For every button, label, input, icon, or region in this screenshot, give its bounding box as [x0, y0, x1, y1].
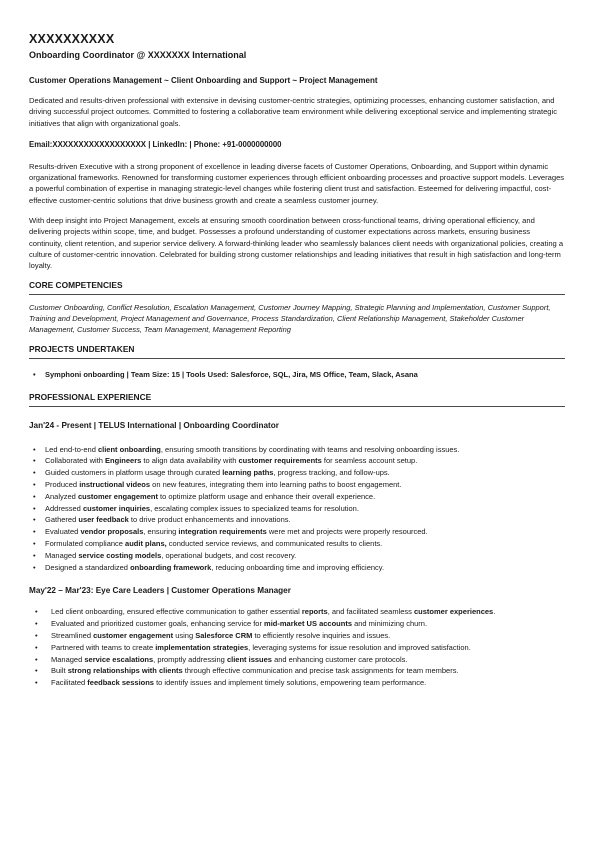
- bullet-icon: •: [35, 607, 38, 617]
- list-item: [29, 455, 565, 467]
- list-item: [29, 606, 565, 618]
- highlight-text: strong relationships with clients: [67, 666, 183, 676]
- highlight-text: instructional videos: [79, 479, 151, 489]
- bullet-icon: •: [33, 479, 36, 489]
- project-entry: Symphoni onboarding | Team Size: 15 | Tools Used: Salesforce, SQL, Jira, MS Office, Team, Slack, Asana: [45, 369, 418, 379]
- list-item: [29, 526, 565, 538]
- bullet-text: Gathered: [45, 515, 79, 525]
- highlight-text: audit plans,: [125, 538, 167, 548]
- bullet-icon: •: [33, 562, 36, 572]
- bullet-text: , operational budgets, and cost recovery.: [161, 550, 297, 560]
- core-competencies-list: Customer Onboarding, Conflict Resolution, Escalation Management, Customer Journey Mapping, Strategic Planning and Implementation, Customer Support, Training and Development, Project Management and Governance, Process Standardization, Client Relationship Management, Stakeholder Customer Management, Customer Success, Team Management, Management Reporting: [29, 302, 551, 335]
- bullet-text: Facilitated: [51, 678, 88, 688]
- candidate-name: XXXXXXXXXX: [29, 32, 115, 46]
- bullet-text: , progress tracking, and follow-ups.: [273, 468, 390, 478]
- bullet-icon: •: [33, 369, 36, 379]
- highlight-text: Salesforce CRM: [195, 630, 253, 640]
- list-item: [29, 444, 565, 456]
- bullet-text: Collaborated with: [45, 456, 106, 466]
- job-bullets-eye-care-leaders: [29, 606, 565, 689]
- bullet-icon: •: [33, 515, 36, 525]
- bullet-text: Managed: [51, 654, 85, 664]
- bullet-text: , reducing onboarding time and improving efficiency.: [211, 562, 385, 572]
- list-item: [29, 491, 565, 503]
- list-item: [29, 369, 565, 381]
- bullet-text: Managed: [45, 550, 79, 560]
- list-item: [29, 562, 565, 574]
- bullet-text: conducted service reviews, and communicated results to clients.: [166, 538, 383, 548]
- email-label: Email:XXXXXXXXXXXXXXXXXX: [29, 139, 147, 149]
- projects-list: [29, 369, 565, 381]
- contact-line: [29, 140, 565, 150]
- bullet-text: and enhancing customer care protocols.: [271, 654, 408, 664]
- list-item: [29, 654, 565, 666]
- bullet-text: using: [173, 630, 196, 640]
- highlight-text: vendor proposals: [80, 527, 144, 537]
- bullet-icon: •: [33, 527, 36, 537]
- resume-page: [29, 32, 565, 689]
- list-item: [29, 538, 565, 550]
- summary-paragraph: Dedicated and results-driven professional with extensive in devising customer-centric strategies, optimizing processes, enhancing customer satisfaction, and driving successful project outcomes. Committed to fostering a collaborative team environment while delivering exceptional service and implementing strategic initiatives that align with organizational goals.: [29, 96, 558, 128]
- bullet-text: Formulated compliance: [45, 538, 126, 548]
- bullet-icon: •: [33, 550, 36, 560]
- bullet-text: Led client onboarding, ensured effective communication to gather essential: [51, 607, 302, 617]
- bullet-text: , leveraging systems for issue resolution and improved satisfaction.: [248, 642, 471, 652]
- highlight-text: client issues: [226, 654, 272, 664]
- list-item: [29, 630, 565, 642]
- list-item: [29, 618, 565, 630]
- highlight-text: client onboarding: [97, 444, 161, 454]
- highlight-text: implementation strategies: [155, 642, 249, 652]
- bullet-icon: •: [33, 456, 36, 466]
- list-item: [29, 665, 565, 677]
- bullet-text: Evaluated: [45, 527, 81, 537]
- job-title-telus: Jan'24 - Present | TELUS International | Onboarding Coordinator: [29, 420, 279, 430]
- highlight-text: feedback sessions: [87, 678, 154, 688]
- current-role: Onboarding Coordinator @ XXXXXXX International: [29, 50, 247, 60]
- bullet-text: , ensuring: [143, 527, 179, 537]
- bullet-text: to align data availability with: [141, 456, 239, 466]
- bullet-text: Partnered with teams to create: [51, 642, 156, 652]
- highlight-text: customer engagement: [93, 630, 174, 640]
- bullet-icon: •: [33, 468, 36, 478]
- bullet-text: , ensuring smooth transitions by coordinating with teams and resolving onboarding issues.: [160, 444, 460, 454]
- projects-heading: PROJECTS UNDERTAKEN: [29, 344, 565, 359]
- profile-paragraph-executive: Results-driven Executive with a strong proponent of excellence in leading diverse facets of Customer Operations, Onboarding, and Support within dynamic organizational frameworks. Renowned for transforming customer experiences through efficient onboarding processes and proactive support models. Leverages a powerful combination of expertise in managing strategic-level changes while fostering client trust and satisfaction. Esteemed for delivering impactful, cost-effective customer-centric solutions that drive business growth and create a seamless customer journey.: [29, 161, 565, 205]
- bullet-icon: •: [35, 642, 38, 652]
- linkedin-label: LinkedIn:: [152, 139, 188, 149]
- highlight-text: customer requirements: [238, 456, 322, 466]
- highlight-text: learning paths: [222, 468, 274, 478]
- bullet-text: were met and projects were properly resourced.: [266, 527, 428, 537]
- contact-separator: |: [148, 139, 151, 149]
- list-item: [29, 550, 565, 562]
- job-bullets-telus: [29, 444, 565, 574]
- profile-paragraph-project-management: With deep insight into Project Management, excels at ensuring smooth coordination between cross-functional teams, driving operational efficiency, and delivering projects within scope, time, and budget. Possesses a profound understanding of customer expectations across markets, ensuring business continuity, client retention, and superior service delivery. A forward-thinking leader who seamlessly balances client needs with organizational policies, creating a culture of customer-centric innovation. Celebrated for building strong customer relationships and leading initiatives that result in high satisfaction and long-term loyalty.: [29, 216, 564, 271]
- bullet-text: to identify issues and implement timely solutions, empowering team performance.: [153, 678, 427, 688]
- highlight-text: reports: [301, 607, 328, 617]
- bullet-icon: •: [35, 630, 38, 640]
- highlight-text: mid-market US accounts: [264, 619, 352, 629]
- core-competencies-heading: CORE COMPETENCIES: [29, 280, 565, 295]
- bullet-text: , escalating complex issues to specialized teams for resolution.: [150, 503, 359, 513]
- highlight-text: customer inquiries: [82, 503, 151, 513]
- bullet-text: Analyzed: [45, 491, 78, 501]
- list-item: [29, 514, 565, 526]
- list-item: [29, 479, 565, 491]
- bullet-text: , and facilitated seamless: [327, 607, 414, 617]
- highlight-text: customer engagement: [77, 491, 158, 501]
- bullet-text: and minimizing churn.: [352, 619, 428, 629]
- bullet-icon: •: [35, 666, 38, 676]
- bullet-text: Led end-to-end: [45, 444, 98, 454]
- bullet-icon: •: [33, 538, 36, 548]
- bullet-text: Designed a standardized: [45, 562, 131, 572]
- bullet-text: Guided customers in platform usage through curated: [45, 468, 223, 478]
- highlight-text: customer experiences: [414, 607, 494, 617]
- bullet-text: on new features, integrating them into learning paths to boost engagement.: [150, 479, 402, 489]
- highlight-text: onboarding framework: [130, 562, 212, 572]
- bullet-text: through effective communication and precise task assignments for team members.: [182, 666, 459, 676]
- bullet-text: , promptly addressing: [153, 654, 227, 664]
- profile-tagline: Customer Operations Management ~ Client Onboarding and Support ~ Project Management: [29, 76, 378, 85]
- bullet-text: to optimize platform usage and enhance their overall experience.: [157, 491, 376, 501]
- list-item: [29, 467, 565, 479]
- highlight-text: user feedback: [78, 515, 129, 525]
- job-title-eye-care-leaders: May'22 – Mar'23: Eye Care Leaders | Customer Operations Manager: [29, 586, 291, 596]
- bullet-icon: •: [35, 678, 38, 688]
- highlight-text: service costing models: [78, 550, 162, 560]
- list-item: [29, 677, 565, 689]
- highlight-text: service escalations: [84, 654, 154, 664]
- bullet-icon: •: [35, 654, 38, 664]
- bullet-icon: •: [33, 444, 36, 454]
- list-item: [29, 642, 565, 654]
- bullet-text: to drive product enhancements and innovations.: [128, 515, 291, 525]
- contact-separator: |: [189, 139, 192, 149]
- bullet-text: Streamlined: [51, 630, 94, 640]
- experience-heading: PROFESSIONAL EXPERIENCE: [29, 392, 565, 407]
- bullet-text: Addressed: [45, 503, 83, 513]
- list-item: [29, 503, 565, 515]
- bullet-text: .: [493, 607, 496, 617]
- bullet-text: for seamless account setup.: [321, 456, 418, 466]
- bullet-icon: •: [35, 619, 38, 629]
- phone-label: Phone: +91-0000000000: [193, 139, 282, 149]
- bullet-text: Evaluated and prioritized customer goals, enhancing service for: [51, 619, 265, 629]
- bullet-text: Built: [51, 666, 68, 676]
- bullet-text: to efficiently resolve inquiries and issues.: [252, 630, 391, 640]
- bullet-text: Produced: [45, 479, 80, 489]
- bullet-icon: •: [33, 491, 36, 501]
- highlight-text: Engineers: [105, 456, 142, 466]
- bullet-icon: •: [33, 503, 36, 513]
- highlight-text: integration requirements: [178, 527, 267, 537]
